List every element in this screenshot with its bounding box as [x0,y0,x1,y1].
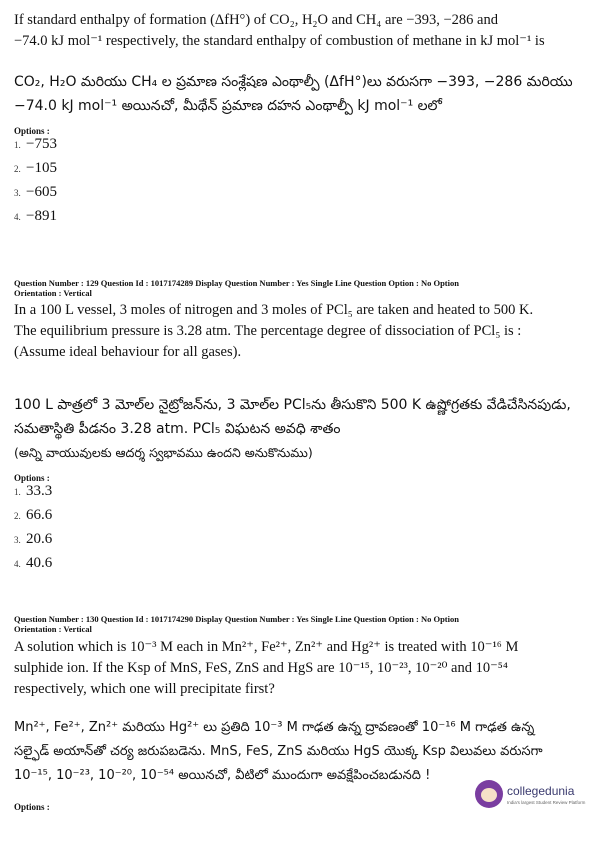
question-129 [14,278,581,579]
logo-tagline: India's largest Student Review Platform [507,800,586,805]
question-129-telugu-line-1: 100 L పాత్రలో 3 మోల్‌ల నైట్రోజన్‌ను, 3 మోల్‌ల PCl₅ను తీసుకొని 500 K ఉష్ణోగ్రతకు వేడిచేసినపుడు, [14,397,571,413]
option-1[interactable]: 1. 33.3 [14,483,53,499]
question-130-english-line-2: sulphide ion. If the Ksp of MnS, FeS, ZnS and HgS are 10⁻¹⁵, 10⁻²³, 10⁻²⁰ and 10⁻⁵⁴ [14,660,508,676]
question-129-telugu-line-3: (అన్ని వాయువులకు ఆదర్శ స్వభావము ఉందని అనుకొనుము) [14,445,313,460]
question-130-english-line-1: A solution which is 10⁻³ M each in Mn²⁺, Fe²⁺, Zn²⁺ and Hg²⁺ is treated with 10⁻¹⁶ M [14,639,519,655]
question-128-telugu-line-1: CO₂, H₂O మరియు CH₄ ల ప్రమాణ సంశ్లేషణ ఎంథాల్పీ (ΔfH°)లు వరుసగా −393, −286 మరియు [14,74,573,90]
question-130-english-line-3: respectively, which one will precipitate first? [14,681,275,697]
question-130-telugu-line-1: Mn²⁺, Fe²⁺, Zn²⁺ మరియు Hg²⁺ లు ప్రతిది 10⁻³ M గాఢత ఉన్న ద్రావణంతో 10⁻¹⁶ M గాఢత ఉన్న [14,720,535,735]
options-label: Options : [14,473,50,483]
question-128-english-line-2: −74.0 kJ mol⁻¹ respectively, the standard enthalpy of combustion of methane in kJ mol⁻¹ is [14,33,545,49]
option-1[interactable]: 1. −753 [14,136,57,152]
question-130-meta-line-1: Question Number : 130 Question Id : 1017174290 Display Question Number : Yes Single Line Question Option : No Option [14,614,459,624]
option-3[interactable]: 3. −605 [14,184,57,200]
question-129-english-line-1: In a 100 L vessel, 3 moles of nitrogen and 3 moles of PCl₅ are taken and heated to 500 K. [14,302,534,318]
options-list [14,136,581,232]
question-130-telugu-line-2: సల్ఫైడ్ అయాన్‌తో చర్య జరుపబడెను. MnS, FeS, ZnS మరియు HgS యొక్క Ksp విలువలు వరుసగా [14,744,543,759]
collegedunia-logo [471,778,589,818]
options-label: Options : [14,126,50,136]
question-130-meta-line-2: Orientation : Vertical [14,624,92,634]
option-2[interactable]: 2. −105 [14,160,57,176]
question-130-telugu-line-3: 10⁻¹⁵, 10⁻²³, 10⁻²⁰, 10⁻⁵⁴ అయినచో, వీటిలో ముందుగా అవక్షేపించబడునది ! [14,768,431,783]
question-128 [14,10,581,232]
question-129-meta-line-1: Question Number : 129 Question Id : 1017174289 Display Question Number : Yes Single Line Question Option : No Option [14,278,459,288]
option-2[interactable]: 2. 66.6 [14,507,53,523]
question-129-english-line-3: (Assume ideal behaviour for all gases). [14,344,242,360]
question-129-meta-line-2: Orientation : Vertical [14,288,92,298]
question-129-telugu-line-2: సమతాస్థితి పీడనం 3.28 atm. PCl₅ విఘటన అవధి శాతం [14,421,341,437]
question-128-english-line-1: If standard enthalpy of formation (ΔfH°) of CO₂, H₂O and CH₄ are −393, −286 and [14,12,498,28]
option-3[interactable]: 3. 20.6 [14,531,53,547]
option-4[interactable]: 4. −891 [14,208,57,224]
options-list [14,483,581,579]
logo-name: collegedunia [507,784,575,798]
question-129-english-line-2: The equilibrium pressure is 3.28 atm. The percentage degree of dissociation of PCl₅ is : [14,323,522,339]
options-label: Options : [14,802,50,812]
question-128-telugu-line-2: −74.0 kJ mol⁻¹ అయినచో, మీథేన్ ప్రమాణ దహన ఎంథాల్పీ kJ mol⁻¹ లలో [14,98,442,114]
mascot-face-icon [481,788,497,802]
option-4[interactable]: 4. 40.6 [14,555,53,571]
